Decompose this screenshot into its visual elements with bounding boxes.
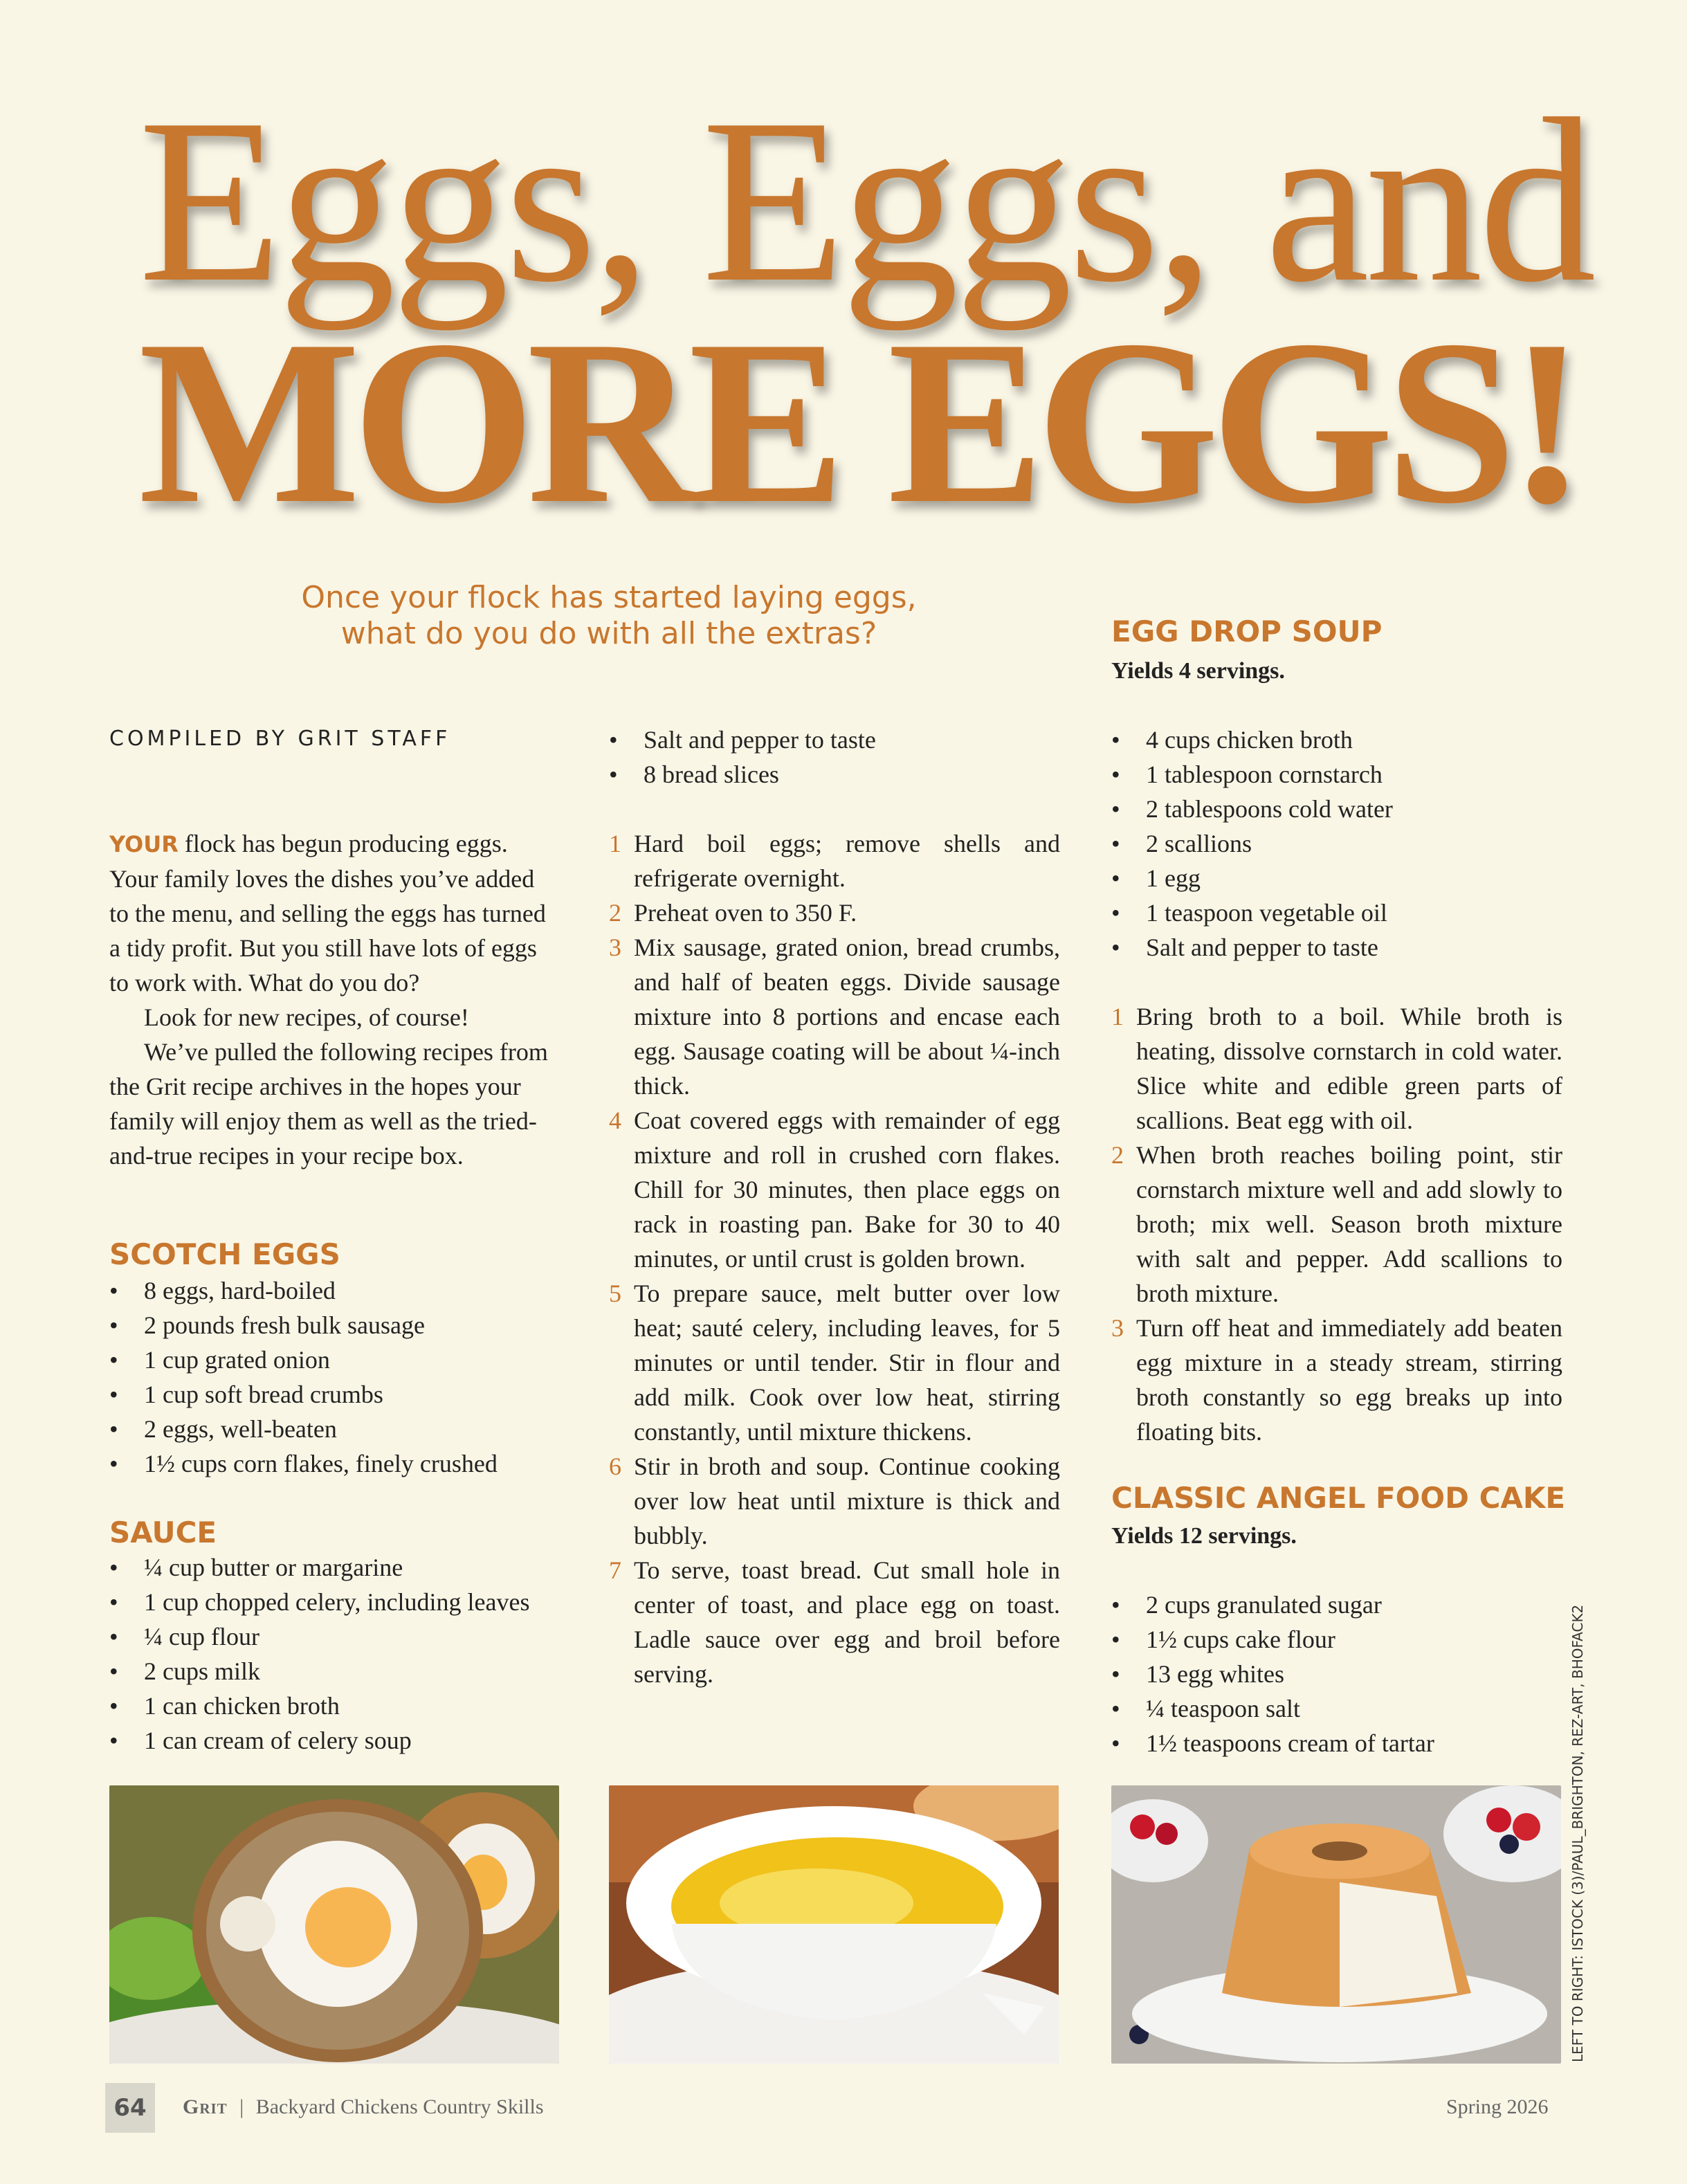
- step-item: 3 Mix sausage, grated onion, bread crumbs, and half of beaten eggs. Divide sausage mixture into 8 portions and encase each egg. Sausage coating will be about ¼-inch thick.: [609, 934, 1060, 1100]
- headline-line-1: Eggs, Eggs, and: [138, 70, 1592, 331]
- list-item: • Salt and pepper to taste: [1111, 934, 1378, 961]
- list-item: • 2 cups milk: [109, 1657, 260, 1685]
- egg-drop-soup-yield: Yields 4 servings.: [1111, 658, 1285, 684]
- headline-line-2: MORE EGGS!: [138, 291, 1578, 552]
- scotch-eggs-steps: [609, 826, 1060, 1691]
- list-item: • 1 egg: [1111, 864, 1201, 892]
- list-item: • Salt and pepper to taste: [609, 726, 876, 754]
- sauce-ingredients: [109, 1550, 566, 1758]
- scotch-eggs-heading: SCOTCH EGGS: [109, 1237, 340, 1271]
- list-item: • 1 teaspoon vegetable oil: [1111, 899, 1387, 927]
- subtitle-line-1: Once your flock has started laying eggs,: [301, 580, 917, 615]
- magazine-info: [183, 2095, 544, 2119]
- intro-paragraph-3: We’ve pulled the following recipes from the Grit recipe archives in the hopes your family will enjoy them as well as the tried-and-true recipes in your recipe box.: [109, 1038, 548, 1170]
- subtitle-line-2: what do you do with all the extras?: [340, 616, 877, 651]
- list-item: • 1½ cups cake flour: [1111, 1626, 1335, 1653]
- step-item: 2 Preheat oven to 350 F.: [609, 899, 857, 927]
- list-item: • 1 can chicken broth: [109, 1692, 340, 1720]
- step-item: 3 Turn off heat and immediately add beaten egg mixture in a steady stream, stirring broth constantly so egg breaks up into floating bits.: [1111, 1314, 1562, 1446]
- scotch-eggs-photo: [109, 1785, 559, 2064]
- list-item: • 1 cup soft bread crumbs: [109, 1381, 383, 1408]
- photo-credit: LEFT TO RIGHT: ISTOCK (3)/PAUL_BRIGHTON, REZ-ART, BHOFACK2: [1569, 1604, 1586, 2062]
- list-item: • 2 pounds fresh bulk sausage: [109, 1311, 425, 1339]
- list-item: • ¼ cup flour: [109, 1623, 259, 1650]
- step-item: 4 Coat covered eggs with remainder of egg mixture and roll in crushed corn flakes. Chill for 30 minutes, then place eggs on rack in roasting pan. Bake for 30 to 40 minutes, or until crust is golden brown.: [609, 1107, 1060, 1273]
- intro-paragraph-2: Look for new recipes, of course!: [144, 1003, 469, 1031]
- step-item: 2 When broth reaches boiling point, stir cornstarch mixture well and add slowly to broth; mix well. Season broth mixture with salt and pepper. Add scallions to broth mixture.: [1111, 1141, 1562, 1307]
- footer-separator: |: [239, 2095, 244, 2118]
- intro-text: [109, 826, 559, 1173]
- list-item: • 1 cup grated onion: [109, 1346, 330, 1374]
- step-item: 7 To serve, toast bread. Cut small hole in center of toast, and place egg on toast. Ladle sauce over egg and broil before serving.: [609, 1556, 1060, 1688]
- step-item: 1 Bring broth to a boil. While broth is heating, dissolve cornstarch in cold water. Slice white and edible green parts of scallions. Beat egg with oil.: [1111, 1003, 1562, 1134]
- issue-season: Spring 2026: [1446, 2095, 1549, 2118]
- page-number: 64: [105, 2083, 155, 2133]
- step-item: 5 To prepare sauce, melt butter over low heat; sauté celery, including leaves, for 5 minutes or until tender. Stir in flour and add milk. Cook over low heat, stirring constantly, until mixture thickens.: [609, 1280, 1060, 1446]
- list-item: • 1 cup chopped celery, including leaves: [109, 1588, 530, 1616]
- list-item: • 2 cups granulated sugar: [1111, 1591, 1382, 1619]
- list-item: • 1½ teaspoons cream of tartar: [1111, 1729, 1434, 1757]
- list-item: • 13 egg whites: [1111, 1660, 1284, 1688]
- magazine-name: Grit: [183, 2095, 228, 2118]
- list-item: • ¼ teaspoon salt: [1111, 1695, 1300, 1722]
- list-item: • 8 eggs, hard-boiled: [109, 1277, 336, 1304]
- list-item: • 1½ cups corn flakes, finely crushed: [109, 1450, 498, 1477]
- lead-word: YOUR: [109, 831, 179, 857]
- byline: COMPILED BY GRIT STAFF: [109, 727, 451, 751]
- list-item: • 2 scallions: [1111, 830, 1252, 857]
- list-item: • 2 tablespoons cold water: [1111, 795, 1393, 823]
- angel-food-cake-ingredients: [1111, 1587, 1568, 1760]
- egg-drop-soup-ingredients: [1111, 722, 1568, 965]
- list-item: • 4 cups chicken broth: [1111, 726, 1353, 754]
- list-item: • 1 can cream of celery soup: [109, 1727, 412, 1754]
- list-item: • 1 tablespoon cornstarch: [1111, 761, 1383, 788]
- egg-drop-soup-photo: [609, 1785, 1059, 2064]
- angel-food-cake-yield: Yields 12 servings.: [1111, 1523, 1297, 1549]
- list-item: • 2 eggs, well-beaten: [109, 1415, 337, 1443]
- scotch-eggs-more-ingredients: [609, 722, 1059, 792]
- step-item: 6 Stir in broth and soup. Continue cooking over low heat until mixture is thick and bubbly.: [609, 1453, 1060, 1549]
- angel-food-cake-heading: CLASSIC ANGEL FOOD CAKE: [1111, 1481, 1566, 1515]
- angel-food-cake-photo: [1111, 1785, 1561, 2064]
- sauce-heading: SAUCE: [109, 1516, 217, 1549]
- egg-drop-soup-heading: EGG DROP SOUP: [1111, 615, 1383, 648]
- intro-paragraph-1: flock has begun producing eggs. Your family loves the dishes you’ve added to the menu, and selling the eggs has turned a tidy profit. But you still have lots of eggs to work with. What do you do?: [109, 830, 546, 997]
- scotch-eggs-ingredients: [109, 1273, 559, 1481]
- subtitle: [263, 580, 955, 652]
- list-item: • ¼ cup butter or margarine: [109, 1554, 403, 1581]
- step-item: 1 Hard boil eggs; remove shells and refrigerate overnight.: [609, 830, 1060, 892]
- issue-title: Backyard Chickens Country Skills: [255, 2095, 544, 2118]
- list-item: • 8 bread slices: [609, 761, 779, 788]
- egg-drop-soup-steps: [1111, 999, 1562, 1449]
